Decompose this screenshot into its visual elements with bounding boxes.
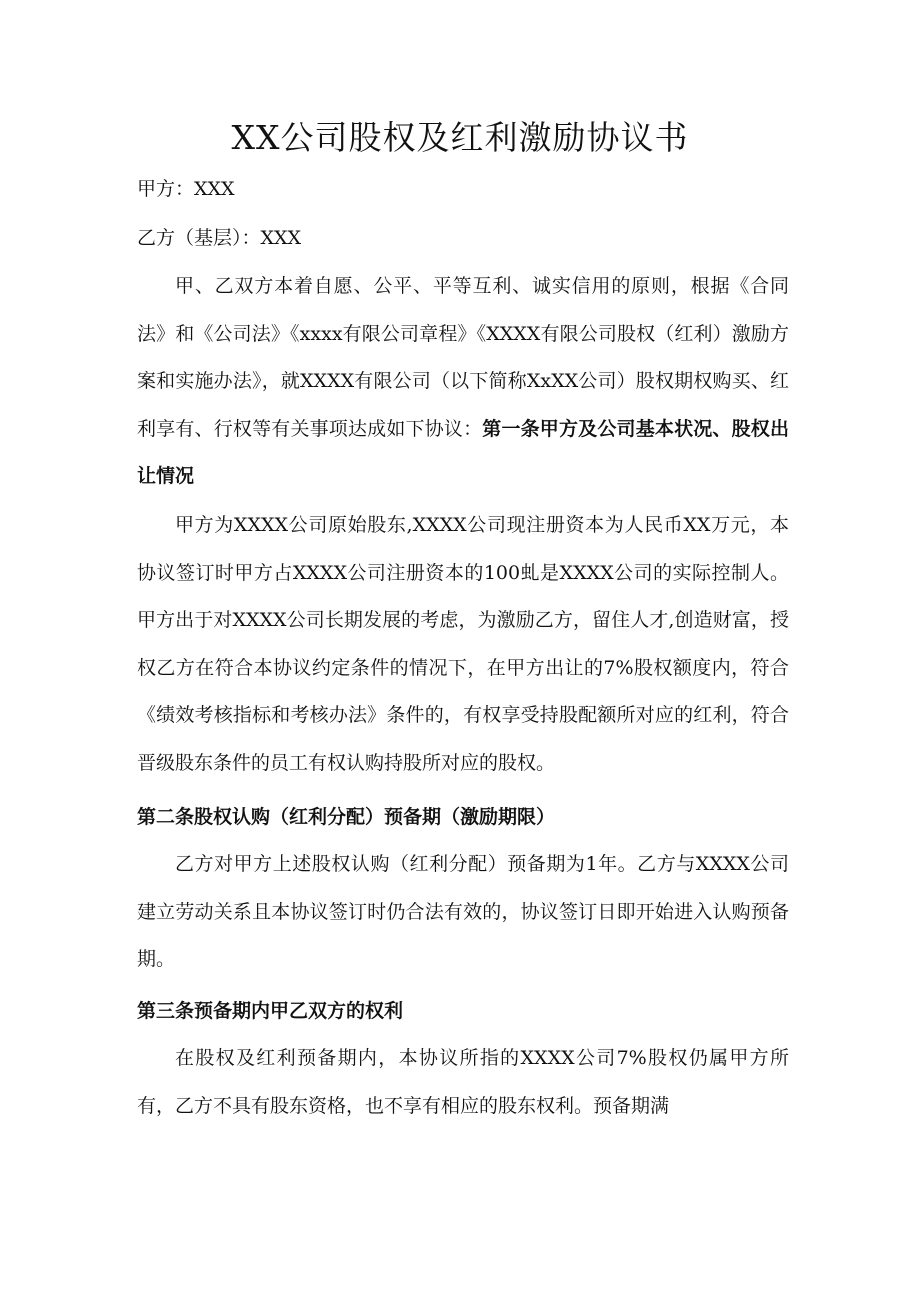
article-2-body: 乙方对甲方上述股权认购（红利分配）预备期为1年。乙方与XXXX公司建立劳动关系且本协议签订时仍合法有效的，协议签订日即开始进入认购预备期。 xyxy=(137,853,789,970)
intro-text: 甲、乙双方本着自愿、公平、平等互利、诚实信用的原则，根据《合同法》和《公司法》《xxxx有限公司章程》《XXXX有限公司股权（红利）激励方案和实施办法》，就XXXX有限公司（以下简称XxXX公司）股权期权购买、红利享有、行权等有关事项达成如下协议： xyxy=(137,275,789,440)
party-a-line: 甲方：XXX xyxy=(137,178,235,200)
article-3-title: 第三条预备期内甲乙双方的权利 xyxy=(137,1000,404,1022)
document-title: XX公司股权及红利激励协议书 xyxy=(231,118,689,157)
party-b-line: 乙方（基层）：XXX xyxy=(137,227,302,249)
intro-paragraph xyxy=(137,263,789,501)
article-3-body: 在股权及红利预备期内，本协议所指的XXXX公司7%股权仍属甲方所有，乙方不具有股东资格，也不享有相应的股东权利。预备期满 xyxy=(137,1047,789,1117)
article-1-title: 第一条甲方及公司基本状况、股权出让情况 xyxy=(137,417,789,487)
article-2-title: 第二条股权认购（红利分配）预备期（激励期限） xyxy=(137,806,556,828)
article-1-body: 甲方为XXXX公司原始股东,XXXX公司现注册资本为人民币XX万元，本协议签订时甲方占XXXX公司注册资本的100虬是XXXX公司的实际控制人。甲方出于对XXXX公司长期发展的考虑，为激励乙方，留住人才,创造财富，授权乙方在符合本协议约定条件的情况下，在甲方出让的7%股权额度内，符合《绩效考核指标和考核办法》条件的，有权享受持股配额所对应的红利，符合晋级股东条件的员工有权认购持股所对应的股权。 xyxy=(137,514,789,774)
